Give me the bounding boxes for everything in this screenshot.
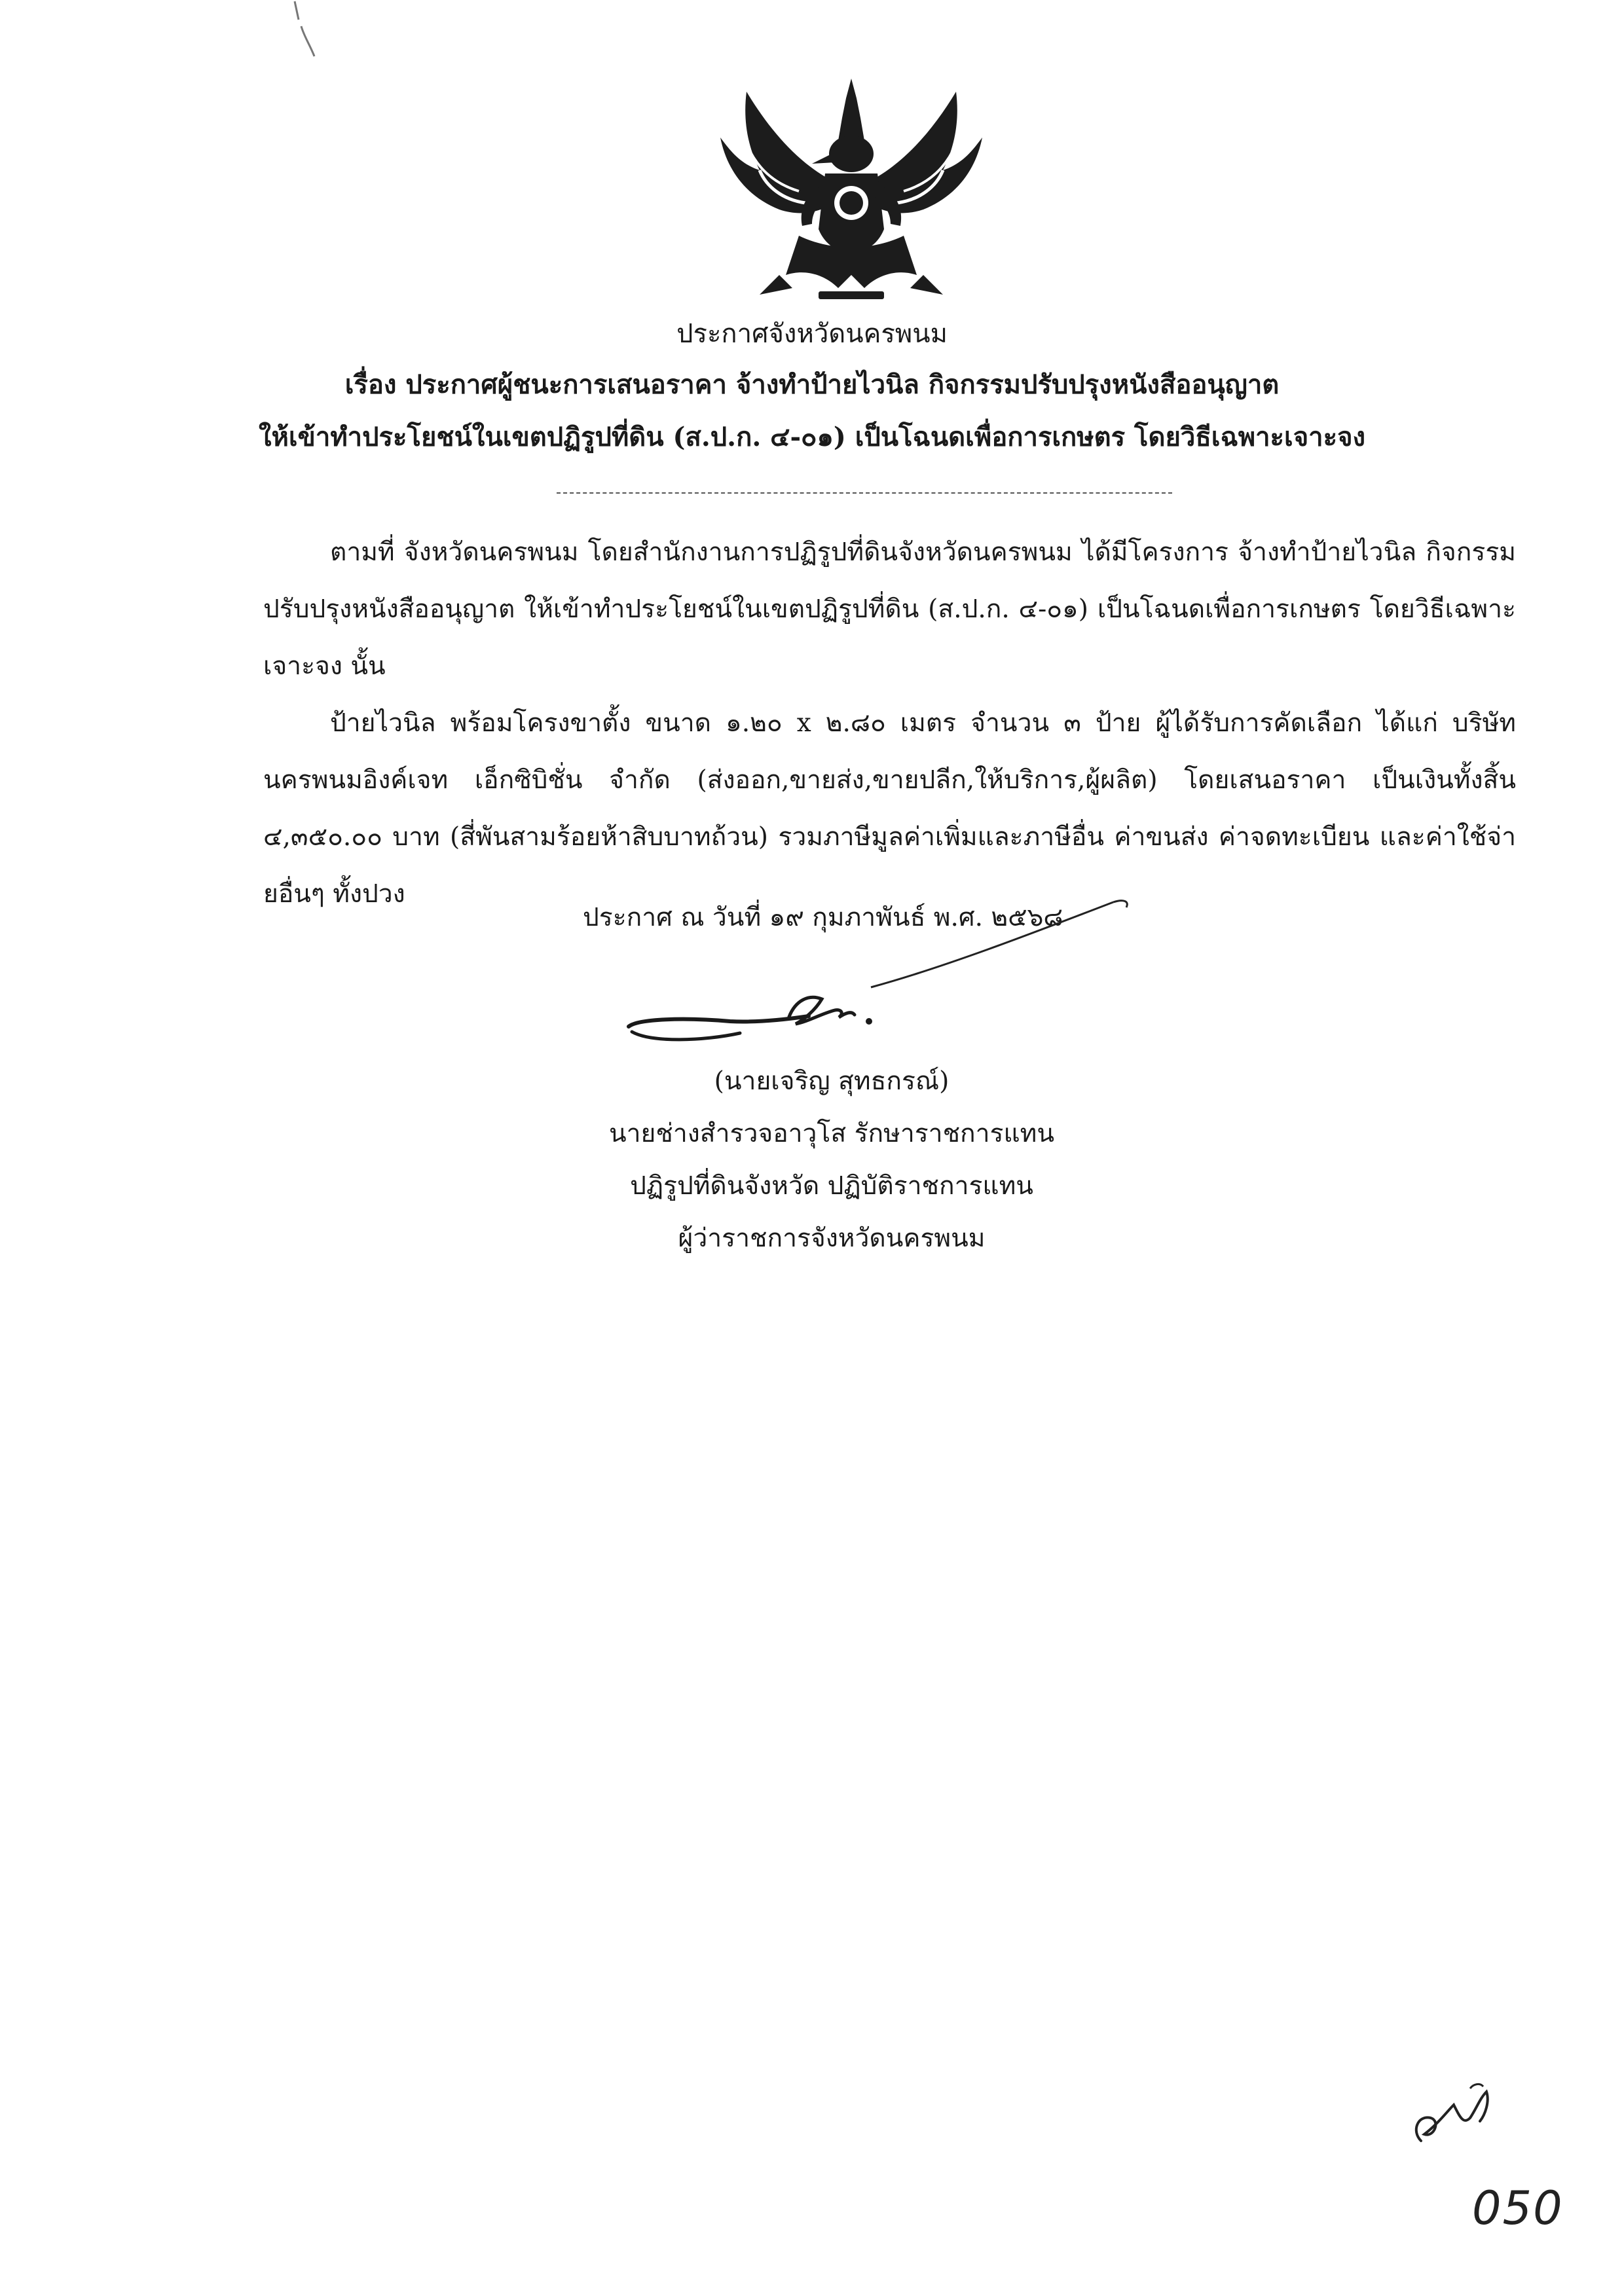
signature-stroke (864, 896, 1139, 994)
announcement-title: ประกาศจังหวัดนครพนม (676, 319, 948, 349)
subject-line-1: เรื่อง ประกาศผู้ชนะการเสนอราคา จ้างทำป้ายไวนิล กิจกรรมปรับปรุงหนังสืออนุญาต (344, 369, 1280, 400)
dashed-divider (557, 492, 1172, 494)
announcement-date: ประกาศ ณ วันที่ ๑๙ กุมภาพันธ์ พ.ศ. ๒๕๖๘ (583, 903, 1063, 932)
handwritten-page-number: 050 (1472, 2181, 1564, 2235)
subject-line-2: ให้เข้าทำประโยชน์ในเขตปฏิรูปที่ดิน (ส.ป.ก. ๔-๐๑) เป็นโฉนดเพื่อการเกษตร โดยวิธีเฉพาะเจาะจง (258, 422, 1366, 452)
handwritten-initial (1408, 2079, 1506, 2151)
signatory-block (576, 1055, 1087, 1265)
signature (625, 981, 913, 1059)
signatory-name: (นายเจริญ สุทธกรณ์) (714, 1066, 950, 1096)
body-text (263, 524, 1516, 922)
signatory-position-1: นายช่างสำรวจอาวุโส รักษาราชการแทน (608, 1119, 1055, 1148)
paragraph-winner: ป้ายไวนิล พร้อมโครงขาตั้ง ขนาด ๑.๒๐ x ๒.๘๐ เมตร จำนวน ๓ ป้าย ผู้ได้รับการคัดเลือก ได้แก่ บริษัท นครพนมอิงค์เจท เอ็กซิบิชั่น จำกัด (ส่งออก,ขายส่ง,ขายปลีก,ให้บริการ,ผู้ผลิต) โดยเสนอราคา เป็นเงินทั้งสิ้น ๔,๓๕๐.๐๐ บาท (สี่พันสามร้อยห้าสิบบาทถ้วน) รวมภาษีมูลค่าเพิ่มและภาษีอื่น ค่าขนส่ง ค่าจดทะเบียน และค่าใช้จ่ายอื่นๆ ทั้งปวง (263, 708, 1516, 909)
signatory-position-2: ปฏิรูปที่ดินจังหวัด ปฏิบัติราชการแทน (630, 1171, 1033, 1201)
signatory-position-3: ผู้ว่าราชการจังหวัดนครพนม (678, 1224, 986, 1253)
scan-mark (282, 0, 321, 59)
garuda-emblem-icon (720, 79, 982, 304)
paragraph-project: ตามที่ จังหวัดนครพนม โดยสำนักงานการปฏิรูปที่ดินจังหวัดนครพนม ได้มีโครงการ จ้างทำป้ายไวนิล กิจกรรมปรับปรุงหนังสืออนุญาต ให้เข้าทำประโยชน์ในเขตปฏิรูปที่ดิน (ส.ป.ก. ๔-๐๑) เป็นโฉนดเพื่อการเกษตร โดยวิธีเฉพาะเจาะจง นั้น (263, 538, 1516, 681)
